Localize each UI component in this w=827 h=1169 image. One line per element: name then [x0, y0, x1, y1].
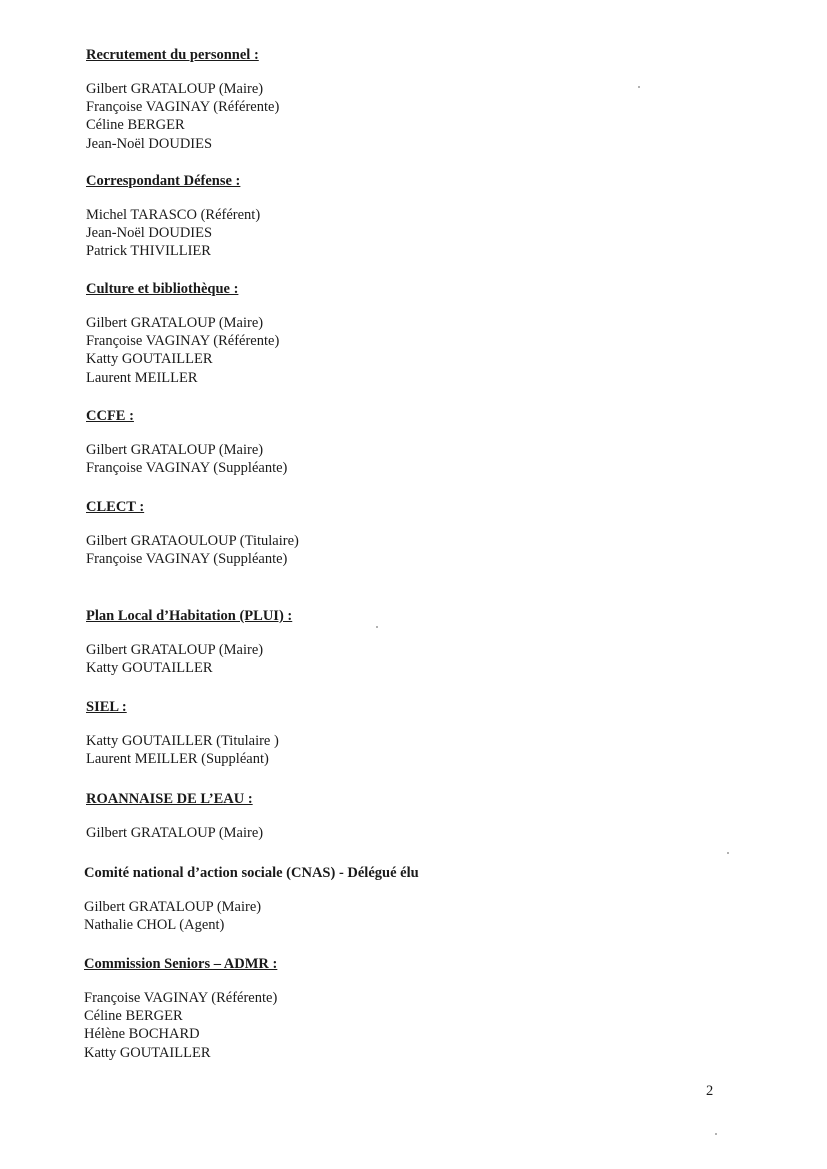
member-list [86, 732, 726, 768]
member-item: Patrick THIVILLIER [86, 243, 211, 260]
section-heading: Comité national d’action sociale (CNAS) - Délégué élu [84, 865, 419, 881]
scan-speck [376, 626, 378, 628]
section-correspondant-defense [86, 172, 726, 261]
section-heading: Culture et bibliothèque : [86, 281, 239, 297]
section-heading: ROANNAISE DE L’EAU : [86, 791, 253, 807]
member-item: Françoise VAGINAY (Référente) [84, 990, 278, 1006]
section-plan-local-habitation [86, 607, 726, 677]
section-heading: CLECT : [86, 499, 145, 515]
member-item: Nathalie CHOL (Agent) [84, 917, 225, 934]
section-cnas [84, 864, 724, 934]
section-clect [86, 498, 726, 568]
member-item: Gilbert GRATALOUP (Maire) [86, 315, 264, 331]
member-item: Hélène BOCHARD [84, 1026, 200, 1043]
section-commission-seniors-admr [84, 955, 724, 1062]
member-item: Gilbert GRATALOUP (Maire) [86, 81, 264, 97]
member-item: Françoise VAGINAY (Référente) [86, 333, 280, 350]
member-list [86, 532, 726, 568]
member-item: Françoise VAGINAY (Suppléante) [86, 551, 288, 568]
member-item: Céline BERGER [84, 1008, 183, 1025]
member-list [84, 989, 724, 1062]
member-item: Jean-Noël DOUDIES [86, 135, 213, 152]
member-item: Jean-Noël DOUDIES [86, 225, 213, 242]
member-item: Katty GOUTAILLER [86, 351, 213, 368]
section-heading: CCFE : [86, 408, 134, 424]
member-item: Katty GOUTAILLER (Titulaire ) [86, 733, 279, 749]
section-culture-et-bibliotheque [86, 280, 726, 387]
member-item: Gilbert GRATALOUP (Maire) [86, 442, 264, 458]
member-item: Laurent MEILLER (Suppléant) [86, 751, 269, 768]
section-ccfe [86, 407, 726, 477]
member-list [86, 641, 726, 677]
section-heading: Recrutement du personnel : [86, 47, 259, 63]
member-item: Gilbert GRATALOUP (Maire) [86, 825, 264, 841]
member-list [86, 206, 726, 261]
member-list [86, 824, 726, 842]
member-item: Katty GOUTAILLER [84, 1044, 211, 1061]
member-item: Laurent MEILLER [86, 369, 198, 386]
section-heading: Commission Seniors – ADMR : [84, 956, 278, 972]
member-item: Gilbert GRATAOULOUP (Titulaire) [86, 533, 299, 549]
member-item: Gilbert GRATALOUP (Maire) [86, 642, 264, 658]
section-heading: Correspondant Défense : [86, 173, 241, 189]
member-item: Gilbert GRATALOUP (Maire) [84, 899, 262, 915]
section-roannaise-de-leau [86, 790, 726, 842]
member-list [86, 441, 726, 477]
member-list [86, 80, 726, 153]
section-heading: SIEL : [86, 699, 127, 715]
section-siel [86, 698, 726, 768]
member-item: Céline BERGER [86, 117, 185, 134]
scan-speck [727, 852, 729, 854]
member-list [86, 314, 726, 387]
member-item: Françoise VAGINAY (Suppléante) [86, 460, 288, 477]
section-heading: Plan Local d’Habitation (PLUI) : [86, 608, 293, 624]
member-list [84, 898, 724, 934]
page-number: 2 [706, 1083, 714, 1099]
scan-speck [715, 1133, 717, 1135]
section-recrutement-du-personnel [86, 46, 726, 153]
scan-speck [638, 86, 640, 88]
member-item: Françoise VAGINAY (Référente) [86, 99, 280, 116]
member-item: Michel TARASCO (Référent) [86, 207, 261, 223]
member-item: Katty GOUTAILLER [86, 660, 213, 677]
